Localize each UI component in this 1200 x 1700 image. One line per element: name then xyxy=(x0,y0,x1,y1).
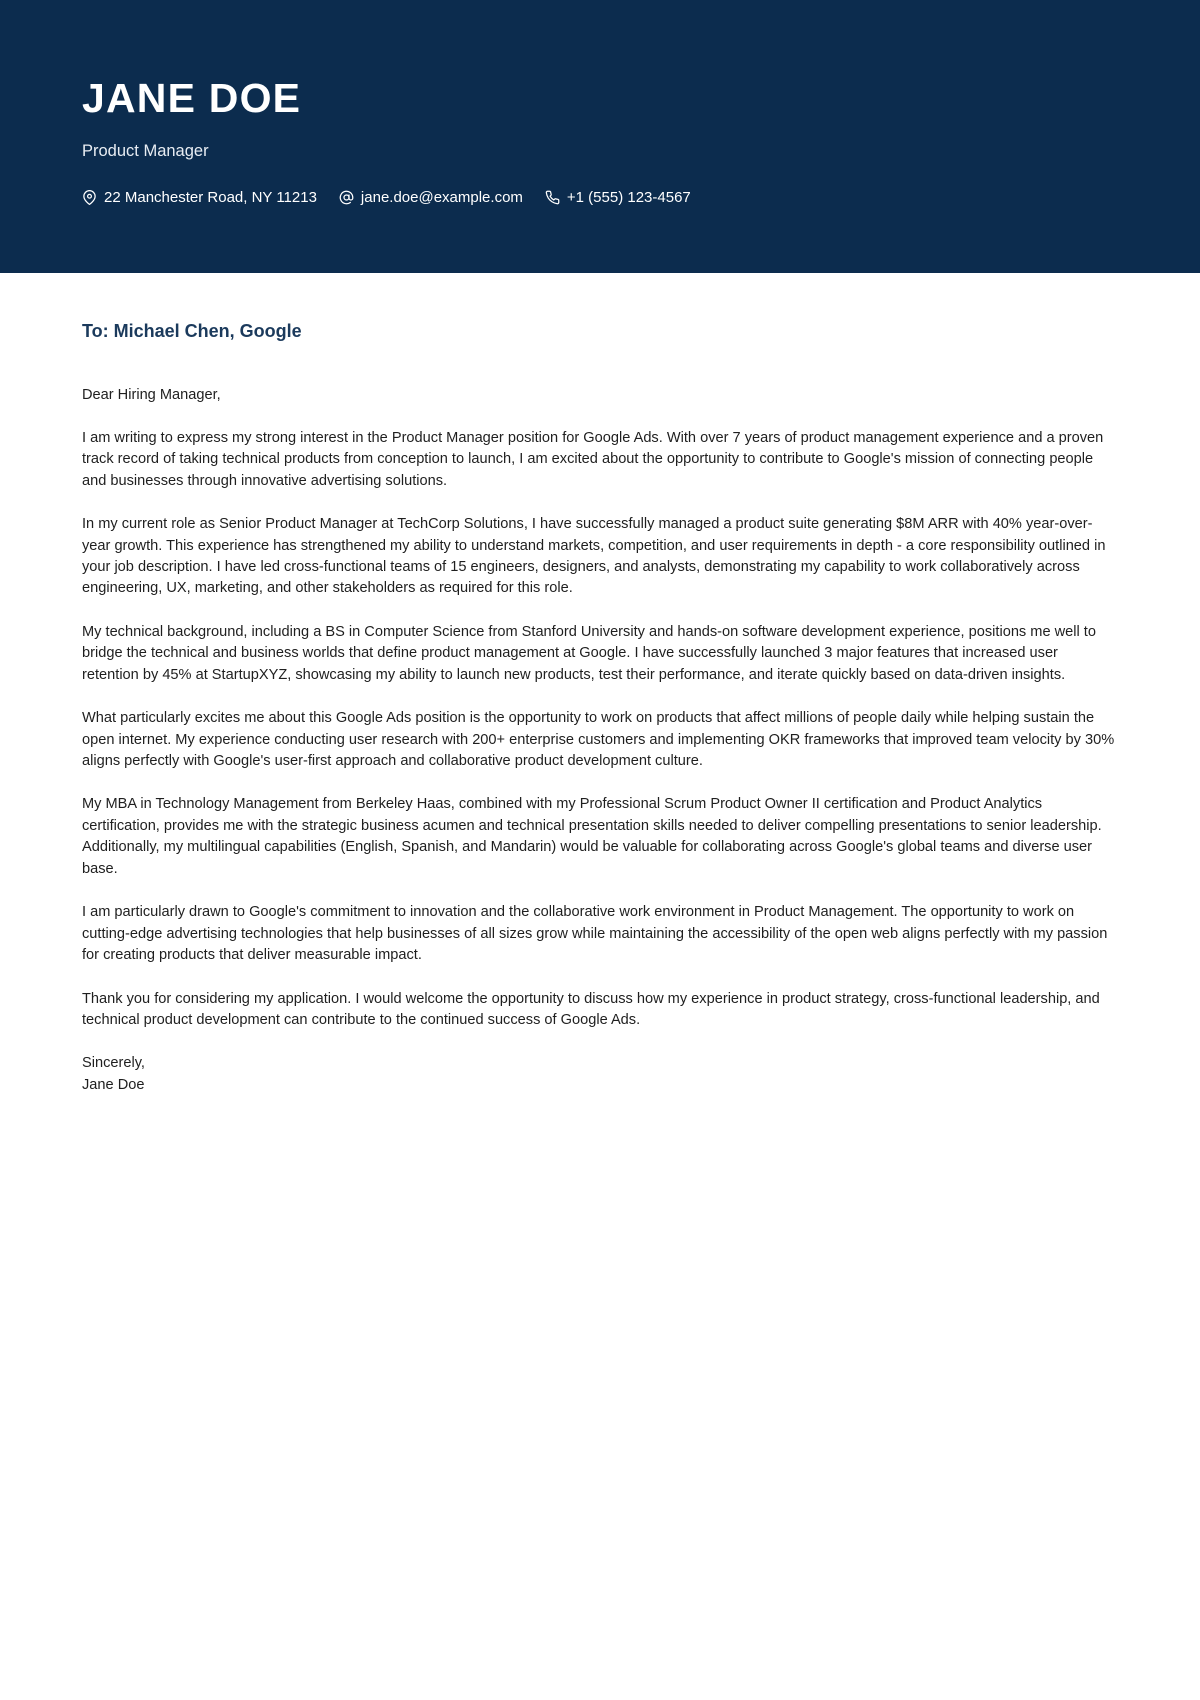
contact-address-text: 22 Manchester Road, NY 11213 xyxy=(104,188,317,206)
job-title: Product Manager xyxy=(82,142,209,160)
page-title: JANE DOE xyxy=(82,75,302,121)
phone-icon xyxy=(545,190,560,205)
letter-paragraph: My MBA in Technology Management from Berkeley Haas, combined with my Professional Scrum Product Owner II certification and Product Analytics certification, provides me with the strategic business acumen and technical presentation skills needed to deliver compelling presentations to senior leadership. Additionally, my multilingual capabilities (English, Spanish, and Mandarin) would be valuable for collaborating across Google's global teams and diverse user base. xyxy=(82,796,1102,877)
letter-paragraph: Thank you for considering my application. I would welcome the opportunity to discuss how my experience in product strategy, cross-functional leadership, and technical product development can contribute to the continued success of Google Ads. xyxy=(82,990,1100,1028)
letter-header xyxy=(0,0,1200,273)
contact-phone-text: +1 (555) 123-4567 xyxy=(566,188,691,206)
contact-email[interactable] xyxy=(339,190,523,205)
letter-paragraph: I am writing to express my strong interest in the Product Manager position for Google Ads. With over 7 years of product management experience and a proven track record of taking technical products from conception to launch, I am excited about the opportunity to contribute to Google's mission of connecting people and businesses through innovative advertising solutions. xyxy=(82,429,1104,489)
contact-email-text: jane.doe@example.com xyxy=(360,188,523,206)
signature-name: Jane Doe xyxy=(82,1076,145,1093)
closing-block xyxy=(82,1053,1118,1095)
letter-paragraph: In my current role as Senior Product Manager at TechCorp Solutions, I have successfully managed a product suite generating $8M ARR with 40% year-over-year growth. This experience has strengthened my ability to understand markets, competition, and user requirements in depth - a core responsibility outlined in your job description. I have led cross-functional teams of 15 engineers, designers, and analysts, demonstrating my capability to work collaboratively across engineering, UX, marketing, and other stakeholders as required for this role. xyxy=(82,516,1106,597)
salutation: Dear Hiring Manager, xyxy=(82,386,221,403)
contact-phone[interactable] xyxy=(545,190,691,205)
letter-body xyxy=(0,273,1200,1096)
at-sign-icon xyxy=(339,190,354,205)
location-pin-icon xyxy=(82,190,97,205)
letter-paragraph: What particularly excites me about this Google Ads position is the opportunity to work on products that affect millions of people daily while helping sustain the open internet. My experience conducting user research with 200+ enterprise customers and implementing OKR frameworks that improved team velocity by 30% aligns perfectly with Google's user-first approach and collaborative product development culture. xyxy=(82,710,1115,769)
contact-row xyxy=(82,190,1200,205)
letter-paragraph: My technical background, including a BS in Computer Science from Stanford University and hands-on software development experience, positions me well to bridge the technical and business worlds that define product management at Google. I have successfully launched 3 major features that increased user retention by 45% at StartupXYZ, showcasing my ability to launch new products, test their performance, and iterate quickly based on data-driven insights. xyxy=(82,623,1096,683)
sign-off: Sincerely, xyxy=(82,1055,145,1072)
contact-address xyxy=(82,190,317,205)
letter-paragraph: I am particularly drawn to Google's commitment to innovation and the collaborative work environment in Product Management. The opportunity to work on cutting-edge advertising technologies that help businesses of all sizes grow while maintaining the accessibility of the open web aligns perfectly with my passion for creating products that deliver measurable impact. xyxy=(82,904,1108,964)
recipient-line: To: Michael Chen, Google xyxy=(82,321,302,341)
